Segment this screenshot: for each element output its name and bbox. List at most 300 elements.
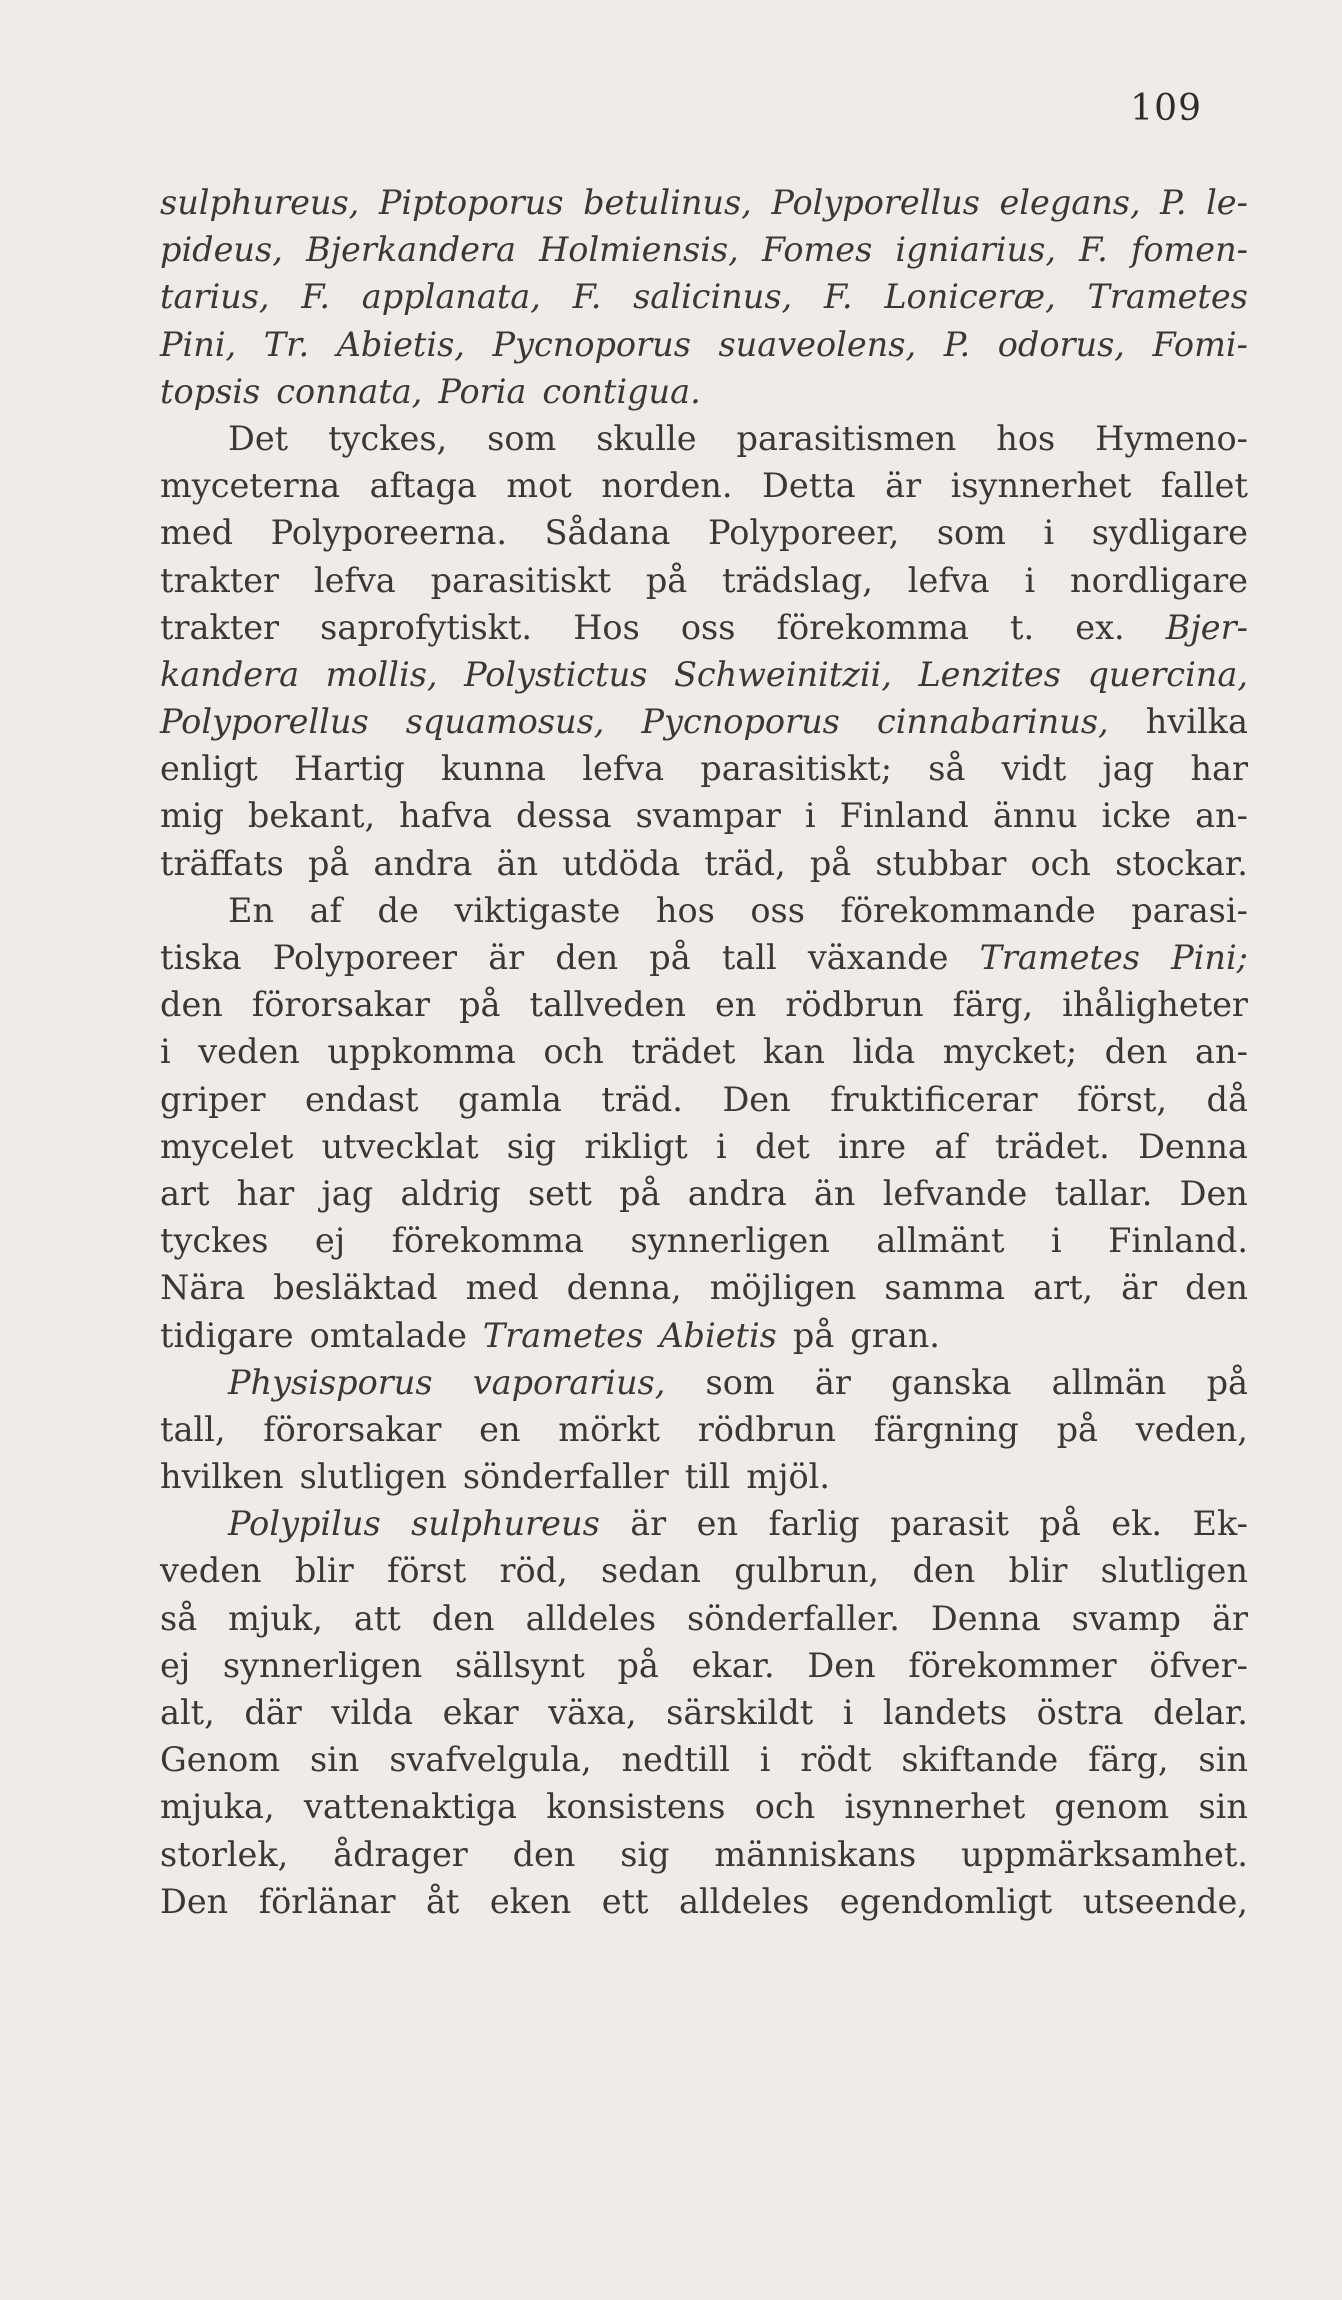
word: människans <box>714 1834 917 1874</box>
word: Denna <box>1138 1126 1248 1166</box>
word: uppkomma <box>327 1032 516 1072</box>
word: är <box>814 1362 851 1402</box>
text-line <box>160 1504 1248 1551</box>
word: nordligare <box>1070 560 1248 600</box>
word: tallar. <box>1054 1173 1153 1213</box>
text-line <box>160 1835 1248 1882</box>
word: sin <box>309 1740 360 1780</box>
word: ihåligheter <box>1062 985 1248 1025</box>
word: vattenaktiga <box>303 1787 517 1827</box>
word: jag <box>1102 749 1155 789</box>
word: Polyporeer, <box>708 513 900 553</box>
word: den <box>555 938 619 977</box>
text-line <box>160 938 1248 985</box>
word: Den <box>160 1881 229 1921</box>
word: i <box>804 796 816 836</box>
word: mycelet <box>160 1126 294 1166</box>
word: och <box>543 1032 604 1072</box>
word: med <box>465 1268 539 1308</box>
word: ådrager <box>333 1834 468 1874</box>
word: aftaga <box>369 466 477 506</box>
word: den <box>512 1834 576 1874</box>
word: på <box>617 1645 659 1685</box>
text-line <box>160 1599 1248 1646</box>
word: ej <box>160 1645 191 1685</box>
word: Denna <box>930 1598 1041 1638</box>
text-line <box>160 749 1248 796</box>
word: delar. <box>1152 1693 1248 1732</box>
word: inre <box>837 1126 907 1166</box>
text-line <box>160 1363 1248 1410</box>
word: hvilken <box>160 1457 284 1497</box>
word: hvilka <box>1145 702 1248 742</box>
word: vaporarius, <box>472 1362 666 1402</box>
word: gran. <box>850 1315 940 1355</box>
word: Loniceræ, <box>884 277 1056 317</box>
word: cinnabarinus, <box>876 702 1109 742</box>
word: F. <box>1079 230 1108 270</box>
word: möjligen <box>709 1268 857 1308</box>
word: odorus, <box>997 324 1125 364</box>
word: färgning <box>873 1409 1019 1449</box>
word: salicinus, <box>633 277 793 317</box>
word: på <box>307 843 350 883</box>
word: ekar <box>442 1693 519 1732</box>
word: genom <box>1054 1787 1170 1827</box>
word: Trametes <box>1087 277 1248 317</box>
word: växa, <box>548 1693 637 1732</box>
word: röd, <box>499 1551 568 1591</box>
word: kan <box>763 1032 825 1072</box>
word: lida <box>852 1032 916 1072</box>
word: mollis, <box>325 654 438 694</box>
word: sulphureus, <box>160 183 360 222</box>
word: Polystictus <box>464 654 648 694</box>
word: alt, <box>160 1693 215 1732</box>
word: kunna <box>441 749 547 789</box>
word: på <box>792 1315 835 1355</box>
word: Detta <box>762 466 856 506</box>
word: gulbrun, <box>734 1551 880 1591</box>
text-line <box>160 891 1248 938</box>
word: synnerligen <box>630 1221 830 1261</box>
word: förorsakar <box>263 1409 442 1449</box>
word: igniarius, <box>895 230 1056 270</box>
word: vidt <box>1001 749 1067 789</box>
word: aldrig <box>400 1173 501 1213</box>
word: isynnerhet <box>844 1787 1026 1827</box>
word: gamla <box>457 1079 562 1119</box>
word: som <box>705 1362 775 1402</box>
word: Schweinitzii, <box>673 654 892 694</box>
word: den <box>1104 1032 1168 1072</box>
word: Hymeno- <box>1095 418 1248 458</box>
word: Sådana <box>544 513 671 553</box>
word: sin <box>1198 1787 1248 1827</box>
text-line <box>160 561 1248 608</box>
word: topsis <box>160 371 261 411</box>
word: tarius, <box>160 277 270 317</box>
word: så <box>160 1598 198 1638</box>
word: sällsynt <box>455 1645 585 1685</box>
word: Finland. <box>1108 1221 1248 1261</box>
word: Lenzites <box>918 654 1061 694</box>
word: sin <box>1198 1740 1248 1780</box>
word: rikligt <box>584 1126 688 1166</box>
word: svamp <box>1071 1598 1181 1638</box>
text-line <box>160 1080 1248 1127</box>
word: omtalade <box>309 1315 467 1355</box>
word: Genom <box>160 1740 281 1780</box>
word: sönderfaller <box>462 1457 669 1497</box>
word: rödbrun <box>697 1409 836 1449</box>
word: parasitismen <box>736 418 957 458</box>
word: lefva <box>582 749 665 789</box>
text-line <box>160 277 1248 324</box>
word: utvecklat <box>321 1126 479 1166</box>
word: denna, <box>566 1268 682 1308</box>
word: Fomi- <box>1152 324 1248 364</box>
word: fomen- <box>1130 230 1248 270</box>
word: Fomes <box>761 230 873 270</box>
word: Abietis, <box>336 324 465 364</box>
word: lefvande <box>882 1173 1028 1213</box>
word: vilda <box>331 1693 414 1732</box>
word: skulle <box>596 418 697 458</box>
text-line <box>160 702 1248 749</box>
word: växande <box>807 938 949 977</box>
word: sig <box>620 1834 670 1874</box>
word: förekomma <box>776 607 969 647</box>
word: så <box>928 749 966 789</box>
word: ekar. <box>691 1645 775 1685</box>
word: mörkt <box>558 1409 661 1449</box>
word: än <box>496 843 539 883</box>
word: sydligare <box>1091 513 1248 553</box>
word: den <box>431 1598 495 1638</box>
word: parasi- <box>1131 890 1248 930</box>
word: Hos <box>573 607 640 647</box>
word: med <box>160 513 234 553</box>
word: de <box>377 890 419 930</box>
word: Ek- <box>1192 1504 1248 1544</box>
word: parasit <box>890 1504 1009 1544</box>
word: den <box>1185 1268 1248 1308</box>
word: Poria <box>438 371 527 411</box>
word: veden, <box>1135 1409 1248 1449</box>
word: icke <box>1101 796 1172 836</box>
word: förlänar <box>258 1881 396 1921</box>
word: landets <box>882 1693 1008 1732</box>
word: Pini, <box>160 324 237 364</box>
word: hafva <box>399 796 492 836</box>
word: storlek, <box>160 1834 289 1874</box>
word: förorsakar <box>251 985 431 1025</box>
word: och <box>754 1787 816 1827</box>
word: mig <box>160 796 224 836</box>
word: i <box>759 1740 771 1780</box>
word: Bjerkandera <box>305 230 516 270</box>
text-line <box>160 372 1248 419</box>
word: Pycnoporus <box>492 324 691 364</box>
body-text <box>160 183 1248 1929</box>
word: allmän <box>1051 1362 1167 1402</box>
word: förekommer <box>908 1645 1117 1685</box>
word: det <box>754 1126 810 1166</box>
word: sig <box>506 1126 557 1166</box>
word: trädet <box>631 1032 736 1072</box>
word: F. <box>823 277 853 317</box>
text-line <box>160 1457 1248 1504</box>
text-line <box>160 325 1248 372</box>
word: alldeles <box>678 1881 810 1921</box>
word: Finland <box>839 796 969 836</box>
word: än <box>813 1173 856 1213</box>
word: på <box>645 560 688 600</box>
word: trädslag, <box>722 560 873 600</box>
word: utdöda <box>562 843 681 883</box>
word: dessa <box>515 796 612 836</box>
word: eken <box>489 1881 572 1921</box>
word: förekomma <box>391 1221 584 1261</box>
word: tall <box>721 938 777 977</box>
word: slutligen <box>1100 1551 1248 1591</box>
text-line <box>160 985 1248 1032</box>
word: P. <box>943 324 971 364</box>
word: F. <box>301 277 331 317</box>
word: connata, <box>276 371 423 411</box>
text-line <box>160 1551 1248 1598</box>
word: andra <box>373 843 473 883</box>
text-line <box>160 513 1248 560</box>
word: egendomligt <box>839 1881 1053 1921</box>
word: af <box>309 890 342 930</box>
word: Den <box>807 1645 876 1685</box>
word: en <box>714 985 757 1025</box>
word: le- <box>1206 183 1248 222</box>
word: Hartig <box>293 749 405 789</box>
word: elegans, <box>999 183 1141 222</box>
word: allmänt <box>876 1221 1005 1261</box>
text-line <box>160 844 1248 891</box>
word: Physisporus <box>228 1362 433 1402</box>
word: har <box>1190 749 1248 789</box>
word: tyckes <box>160 1221 269 1261</box>
word: rödbrun <box>785 985 924 1025</box>
word: först <box>386 1551 467 1591</box>
word: först, <box>1077 1079 1168 1119</box>
text-line <box>160 1127 1248 1174</box>
word: Nära <box>160 1268 246 1308</box>
text-line <box>160 1693 1248 1740</box>
word: som <box>936 513 1006 553</box>
word: svafvelgula, <box>389 1740 592 1780</box>
word: är <box>1211 1598 1248 1638</box>
word: Pycnoporus <box>641 702 840 742</box>
word: saprofytiskt. <box>320 607 533 647</box>
word: Polypilus <box>228 1504 381 1544</box>
word: squamosus, <box>405 702 605 742</box>
word: träffats <box>160 843 284 883</box>
word: Polyporeerna. <box>270 513 508 553</box>
word: Abietis <box>659 1315 777 1355</box>
word: rödt <box>800 1740 872 1780</box>
word: på <box>459 985 501 1025</box>
word: i <box>716 1126 727 1166</box>
word: kandera <box>160 654 300 694</box>
word: jag <box>321 1173 374 1213</box>
word: i <box>1050 1221 1062 1261</box>
word: applanata, <box>361 277 541 317</box>
word: griper <box>160 1079 266 1119</box>
text-line <box>160 655 1248 702</box>
word: tidigare <box>160 1315 294 1355</box>
text-line <box>160 1268 1248 1315</box>
word: träd. <box>601 1079 683 1119</box>
word: oss <box>680 607 736 647</box>
word: på <box>1039 1504 1081 1544</box>
word: sulphureus <box>411 1504 600 1544</box>
word: sett <box>527 1173 592 1213</box>
text-line <box>160 1646 1248 1693</box>
word: art <box>160 1173 210 1213</box>
word: tiska <box>160 938 242 977</box>
word: utseende, <box>1082 1881 1248 1921</box>
word: P. <box>1160 183 1187 222</box>
text-line <box>160 183 1248 230</box>
word: farlig <box>768 1504 860 1544</box>
word: Tr. <box>263 324 310 364</box>
word: på <box>1056 1409 1098 1449</box>
word: svampar <box>635 796 781 836</box>
word: i <box>1024 560 1036 600</box>
word: ek. <box>1111 1504 1163 1544</box>
word: En <box>228 890 275 930</box>
word: på <box>619 1173 661 1213</box>
word: Polyporellus <box>160 702 369 742</box>
word: trädet. <box>994 1126 1110 1166</box>
word: färg, <box>952 985 1034 1025</box>
word: Trametes <box>482 1315 644 1355</box>
text-line <box>160 1882 1248 1929</box>
text-line <box>160 1221 1248 1268</box>
word: alldeles <box>525 1598 657 1638</box>
word: betulinus, <box>583 183 752 222</box>
text-line <box>160 1740 1248 1787</box>
word: är <box>488 938 525 977</box>
word: isynnerhet <box>950 466 1132 506</box>
word: an- <box>1195 1032 1248 1072</box>
word: en <box>479 1409 521 1449</box>
word: färg, <box>1088 1740 1169 1780</box>
word: quercina, <box>1087 654 1248 694</box>
text-line <box>160 230 1248 277</box>
text-line <box>160 1787 1248 1834</box>
word: bekant, <box>247 796 376 836</box>
word: där <box>244 1693 302 1732</box>
word: besläktad <box>273 1268 438 1308</box>
word: Trametes <box>979 938 1140 977</box>
word: tall, <box>160 1409 226 1449</box>
word: uppmärksamhet. <box>960 1834 1248 1874</box>
word: hos <box>655 890 715 930</box>
word: träd, <box>704 843 786 883</box>
word: andra <box>687 1173 787 1213</box>
word: art, <box>1032 1268 1094 1308</box>
text-line <box>160 1410 1248 1457</box>
word: ex. <box>1075 607 1125 647</box>
word: Polyporellus <box>771 183 980 222</box>
word: på <box>1206 1362 1248 1402</box>
word: mjuk, <box>228 1598 323 1638</box>
word: synnerligen <box>222 1645 423 1685</box>
word: Piptoporus <box>378 183 564 222</box>
word: af <box>934 1126 967 1166</box>
word: tyckes, <box>328 418 448 458</box>
word: sedan <box>600 1551 701 1591</box>
word: parasitiskt <box>430 560 612 600</box>
word: att <box>353 1598 401 1638</box>
word: contigua. <box>542 371 701 411</box>
word: trakter <box>160 607 280 647</box>
word: trakter <box>160 560 280 600</box>
word: stubbar <box>875 843 1007 883</box>
word: slutligen <box>299 1457 447 1497</box>
word: är <box>630 1504 667 1544</box>
word: stockar. <box>1115 843 1248 883</box>
word: Bjer- <box>1165 607 1248 647</box>
word: åt <box>425 1881 460 1921</box>
word: och <box>1030 843 1092 883</box>
word: lefva <box>907 560 990 600</box>
word: endast <box>304 1079 419 1119</box>
word: suaveolens, <box>718 324 917 364</box>
text-line <box>160 608 1248 655</box>
word: särskildt <box>666 1693 814 1732</box>
word: norden. <box>601 466 733 506</box>
word: blir <box>294 1551 354 1591</box>
text-line <box>160 1174 1248 1221</box>
word: Den <box>722 1079 791 1119</box>
word: på <box>809 843 852 883</box>
word: som <box>487 418 557 458</box>
word: öfver- <box>1149 1645 1248 1685</box>
word: Holmiensis, <box>539 230 739 270</box>
word: oss <box>750 890 805 930</box>
text-line <box>160 419 1248 466</box>
word: mot <box>506 466 572 506</box>
word: ännu <box>992 796 1078 836</box>
word: mjuka, <box>160 1787 275 1827</box>
word: samma <box>884 1268 1005 1308</box>
word: i <box>1043 513 1055 553</box>
text-line <box>160 796 1248 843</box>
word: östra <box>1036 1693 1124 1732</box>
word: hos <box>996 418 1056 458</box>
word: den <box>912 1551 976 1591</box>
word: är <box>1121 1268 1158 1308</box>
word: Det <box>228 418 289 458</box>
word: ganska <box>891 1362 1012 1402</box>
word: fallet <box>1160 466 1248 506</box>
word: har <box>236 1173 295 1213</box>
word: veden <box>198 1032 300 1072</box>
page-number: 109 <box>1130 88 1202 129</box>
word: myceterna <box>160 466 341 506</box>
word: ett <box>601 1881 649 1921</box>
word: veden <box>160 1551 262 1591</box>
word: enligt <box>160 749 258 789</box>
